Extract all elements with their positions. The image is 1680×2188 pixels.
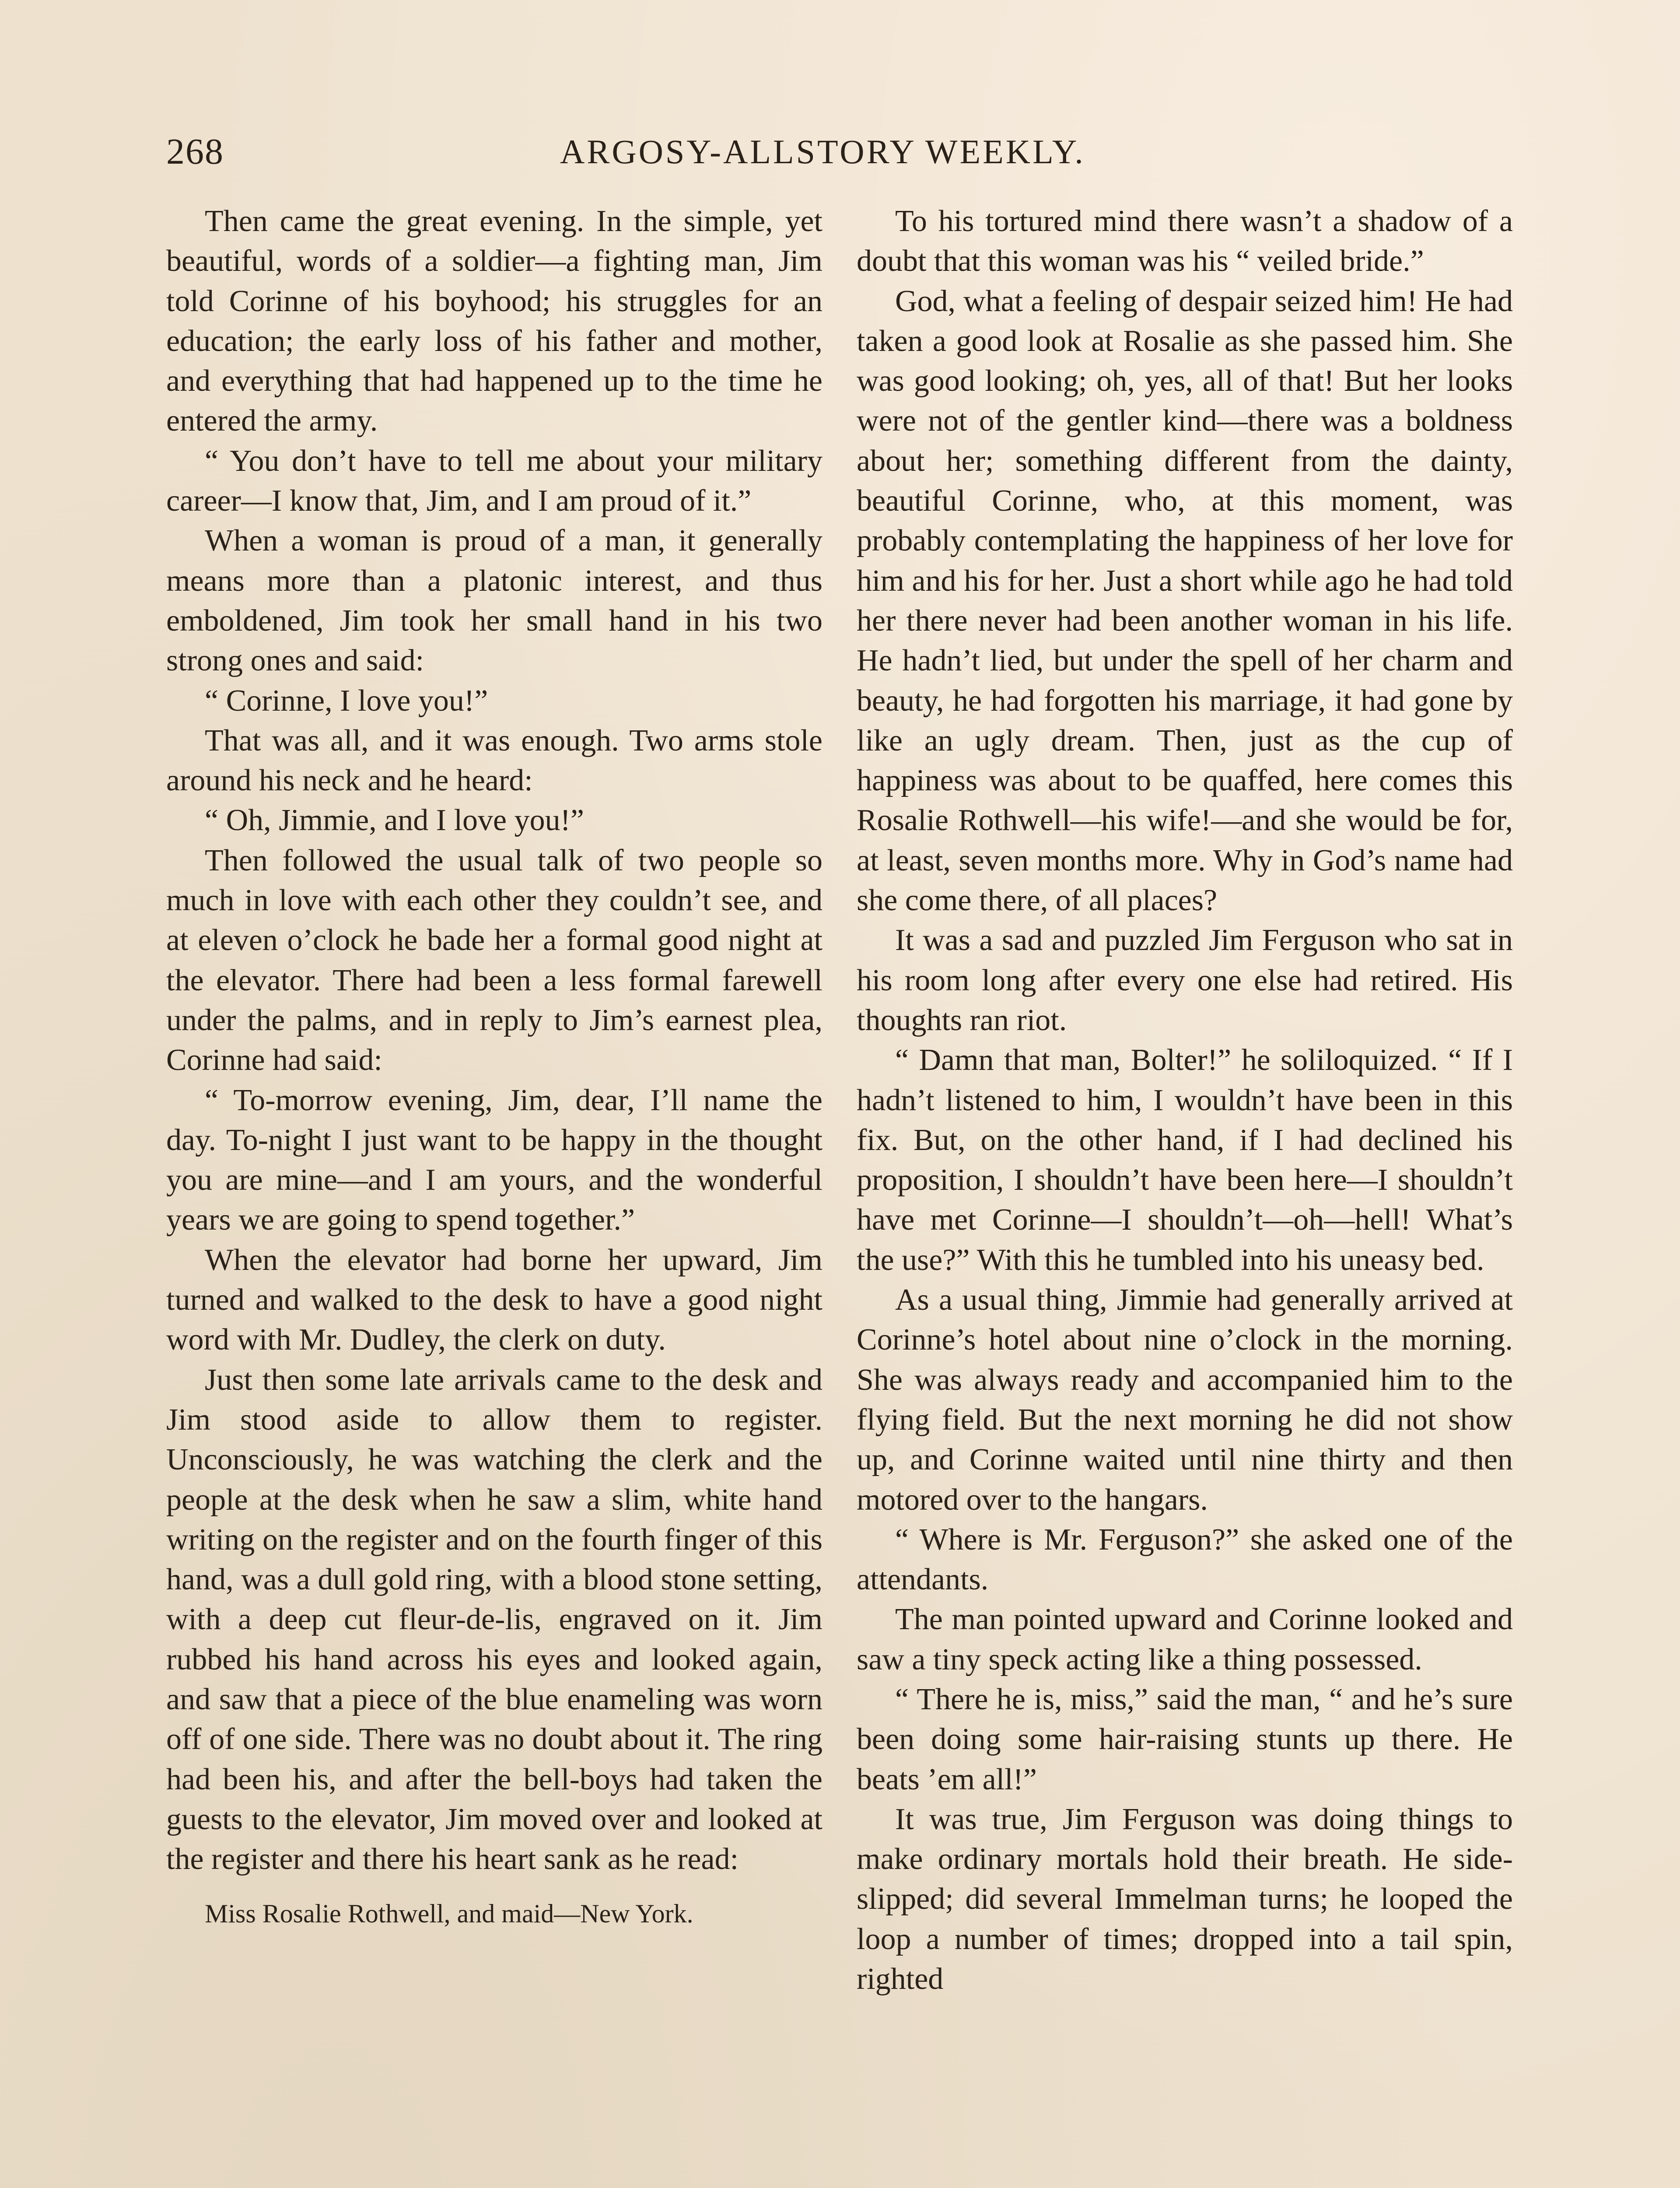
page-header: [166, 128, 1518, 176]
paragraph: [857, 281, 1513, 921]
running-head: ARGOSY-ALLSTORY WEEKLY.: [560, 133, 1085, 171]
paragraph-text: Then came the great evening. In the simple, yet beautiful, words of a soldier—a fighting man, Jim told Corinne of his boyhood; his struggles for an education; the early loss of his father and mother, and everything that had happened up to the time he entered the army.: [166, 204, 822, 438]
paragraph-text: God, what a feeling of despair seized him! He had taken a good look at Rosalie as she passed him. She was good looking; oh, yes, all of that! But her looks were not of the gentler kind—there was a boldness about her; something different from the dainty, beautiful Corinne, who, at this moment, was probably contemplating the happiness of her love for him and his for her. Just a short while ago he had told her there never had been another woman in his life. He hadn’t lied, but under the spell of her charm and beauty, he had forgotten his marriage, it had gone by like an ugly dream. Then, just as the cup of happiness was about to be quaffed, here comes this Rosalie Rothwell—his wife!—and she would be for, at least, seven months more. Why in God’s name had she come there, of all places?: [857, 284, 1513, 918]
paragraph: [857, 1599, 1513, 1680]
paragraph: [857, 1520, 1513, 1600]
paragraph: [166, 201, 822, 441]
paragraph-text: That was all, and it was enough. Two arms stole around his neck and he heard:: [166, 723, 822, 798]
paragraph: [166, 521, 822, 680]
paragraph: [166, 800, 822, 840]
paragraph: [857, 1799, 1513, 1999]
paragraph: [857, 201, 1513, 281]
left-column: [166, 201, 822, 1931]
paragraph: [857, 1040, 1513, 1280]
paragraph-text: To his tortured mind there wasn’t a shadow of a doubt that this woman was his “ veiled bride.”: [857, 204, 1513, 278]
paragraph-text: It was a sad and puzzled Jim Ferguson who sat in his room long after every one else had retired. His thoughts ran riot.: [857, 923, 1513, 1037]
paragraph-text: When a woman is proud of a man, it generally means more than a platonic interest, and thus emboldened, Jim took her small hand in his two strong ones and said:: [166, 524, 822, 678]
paragraph: [166, 441, 822, 521]
paragraph-text: “ To-morrow evening, Jim, dear, I’ll name the day. To-night I just want to be happy in the thought you are mine—and I am yours, and the wonderful years we are going to spend together.”: [166, 1083, 822, 1237]
paragraph-text: It was true, Jim Ferguson was doing things to make ordinary mortals hold their breath. He side-slipped; did several Immelman turns; he looped the loop a number of times; dropped into a tail spin, righted: [857, 1802, 1513, 1996]
paragraph: [857, 1280, 1513, 1520]
paragraph-text: Then followed the usual talk of two people so much in love with each other they couldn’t see, and at eleven o’clock he bade her a formal good night at the elevator. There had been a less formal farewell under the palms, and in reply to Jim’s earnest plea, Corinne had said:: [166, 843, 822, 1077]
paragraph-text: “ Damn that man, Bolter!” he soliloquized. “ If I hadn’t listened to him, I wouldn’t have been in this fix. But, on the other hand, if I had declined his proposition, I shouldn’t have been here—I shouldn’t have met Corinne—I shouldn’t—oh—hell! What’s the use?” With this he tumbled into his uneasy bed.: [857, 1043, 1513, 1277]
register-entry-text: Miss Rosalie Rothwell, and maid—New York.: [205, 1899, 693, 1929]
paragraph: [166, 841, 822, 1080]
paragraph-text: As a usual thing, Jimmie had generally arrived at Corinne’s hotel about nine o’clock in the morning. She was always ready and accompanied him to the flying field. But the next morning he did not show up, and Corinne waited until nine thirty and then motored over to the hangars.: [857, 1283, 1513, 1517]
register-entry: [166, 1897, 822, 1931]
paragraph-text: Just then some late arrivals came to the desk and Jim stood aside to allow them to register. Unconsciously, he was watching the clerk and the people at the desk when he saw a slim, white hand writing on the register and on the fourth finger of this hand, was a dull gold ring, with a blood stone setting, with a deep cut fleur-de-lis, engraved on it. Jim rubbed his hand across his eyes and looked again, and saw that a piece of the blue enameling was worn off of one side. There was no doubt about it. The ring had been his, and after the bell-boys had taken the guests to the elevator, Jim moved over and looked at the register and there his heart sank as he read:: [166, 1363, 822, 1876]
paragraph-text: The man pointed upward and Corinne looked and saw a tiny speck acting like a thing possessed.: [857, 1602, 1513, 1676]
paragraph: [857, 920, 1513, 1040]
paragraph: [857, 1680, 1513, 1799]
paragraph: [166, 721, 822, 801]
page-number: 268: [166, 131, 224, 172]
paragraph-text: “ You don’t have to tell me about your military career—I know that, Jim, and I am proud of it.”: [166, 444, 822, 518]
paragraph-text: “ Where is Mr. Ferguson?” she asked one of the attendants.: [857, 1522, 1513, 1597]
paragraph-text: “ Corinne, I love you!”: [205, 684, 488, 718]
paragraph-text: When the elevator had borne her upward, Jim turned and walked to the desk to have a good night word with Mr. Dudley, the clerk on duty.: [166, 1243, 822, 1357]
paragraph: [166, 1240, 822, 1360]
paragraph: [166, 1080, 822, 1240]
right-column: [857, 201, 1513, 1999]
paragraph: [166, 1360, 822, 1879]
paragraph: [166, 681, 822, 721]
paragraph-text: “ Oh, Jimmie, and I love you!”: [205, 803, 584, 838]
paragraph-text: “ There he is, miss,” said the man, “ and he’s sure been doing some hair-raising stunts up there. He beats ’em all!”: [857, 1682, 1513, 1796]
